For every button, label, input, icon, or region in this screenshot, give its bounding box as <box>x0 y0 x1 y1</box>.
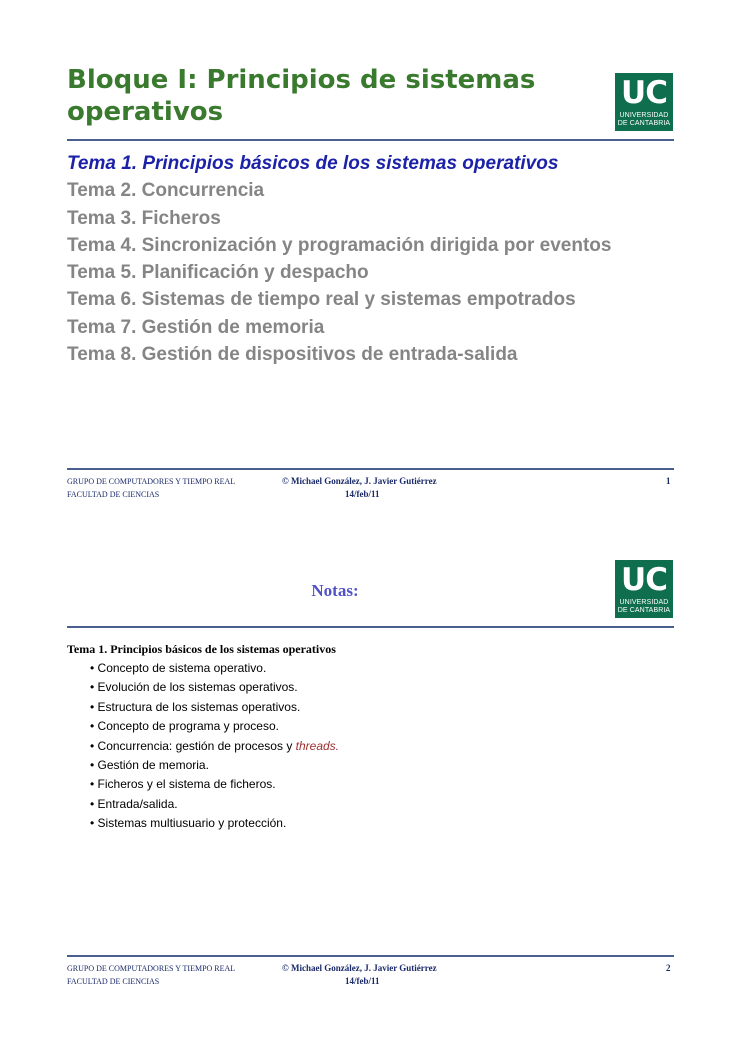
list-item: • Gestión de memoria. <box>90 757 209 772</box>
footer-date: 14/feb/11 <box>345 489 380 499</box>
footer-faculty: FACULTAD DE CIENCIAS <box>67 490 160 499</box>
footer-date: 14/feb/11 <box>345 976 380 986</box>
logo-mark: UC <box>621 562 667 598</box>
list-item: • Sistemas multiusuario y protección. <box>90 816 287 831</box>
list-item: • Estructura de los sistemas operativos. <box>90 699 301 714</box>
list-item: • Evolución de los sistemas operativos. <box>90 680 298 695</box>
footer-copyright: © Michael González, J. Javier Gutiérrez <box>282 476 437 486</box>
bullet-icon: • <box>90 816 98 831</box>
topic-list <box>67 150 611 368</box>
notes-title: Tema 1. Principios básicos de los sistemas operativos <box>67 642 336 656</box>
footer-divider <box>67 468 674 470</box>
footer-group: GRUPO DE COMPUTADORES Y TIEMPO REAL <box>67 964 236 973</box>
slide-title: Bloque I: Principios de sistemas operativos <box>67 65 536 127</box>
topic-item-5: Tema 5. Planificación y despacho <box>67 262 369 284</box>
topic-item-3: Tema 3. Ficheros <box>67 207 221 229</box>
footer-faculty: FACULTAD DE CIENCIAS <box>67 977 160 986</box>
bullet-icon: • <box>90 777 98 792</box>
footer-group: GRUPO DE COMPUTADORES Y TIEMPO REAL <box>67 477 236 486</box>
footer-divider <box>67 955 674 957</box>
footer-copyright: © Michael González, J. Javier Gutiérrez <box>282 963 437 973</box>
list-item: • Concepto de sistema operativo. <box>90 661 267 675</box>
topic-item-8: Tema 8. Gestión de dispositivos de entrada-salida <box>67 344 518 366</box>
list-item: • Concurrencia: gestión de procesos y threads. <box>90 738 340 753</box>
threads-term: threads. <box>295 738 340 753</box>
university-logo <box>615 73 673 131</box>
bullet-icon: • <box>90 738 98 753</box>
topic-item-1: Tema 1. Principios básicos de los sistemas operativos <box>67 153 559 174</box>
list-item: • Entrada/salida. <box>90 796 178 811</box>
topic-item-4: Tema 4. Sincronización y programación dirigida por eventos <box>67 234 612 256</box>
page-number: 1 <box>666 476 671 486</box>
list-item: • Concepto de programa y proceso. <box>90 719 279 734</box>
bullet-icon: • <box>90 661 98 675</box>
logo-line-1: UNIVERSIDAD <box>619 112 669 119</box>
logo-line-2: DE CANTABRIA <box>617 607 671 614</box>
topic-item-7: Tema 7. Gestión de memoria <box>67 316 325 338</box>
topic-item-6: Tema 6. Sistemas de tiempo real y sistemas empotrados <box>67 289 576 311</box>
notes-heading: Notas: <box>311 581 359 600</box>
page-number: 2 <box>666 963 671 973</box>
notes-list <box>90 659 339 834</box>
bullet-icon: • <box>90 757 98 772</box>
header-divider <box>67 139 674 141</box>
bullet-icon: • <box>90 719 98 734</box>
logo-mark: UC <box>621 75 667 111</box>
bullet-icon: • <box>90 680 98 695</box>
bullet-icon: • <box>90 699 98 714</box>
bullet-icon: • <box>90 796 98 811</box>
topic-item-2: Tema 2. Concurrencia <box>67 180 265 202</box>
list-item: • Ficheros y el sistema de ficheros. <box>90 777 276 792</box>
notes-divider <box>67 626 674 628</box>
logo-line-1: UNIVERSIDAD <box>619 599 669 606</box>
logo-line-2: DE CANTABRIA <box>617 120 671 127</box>
